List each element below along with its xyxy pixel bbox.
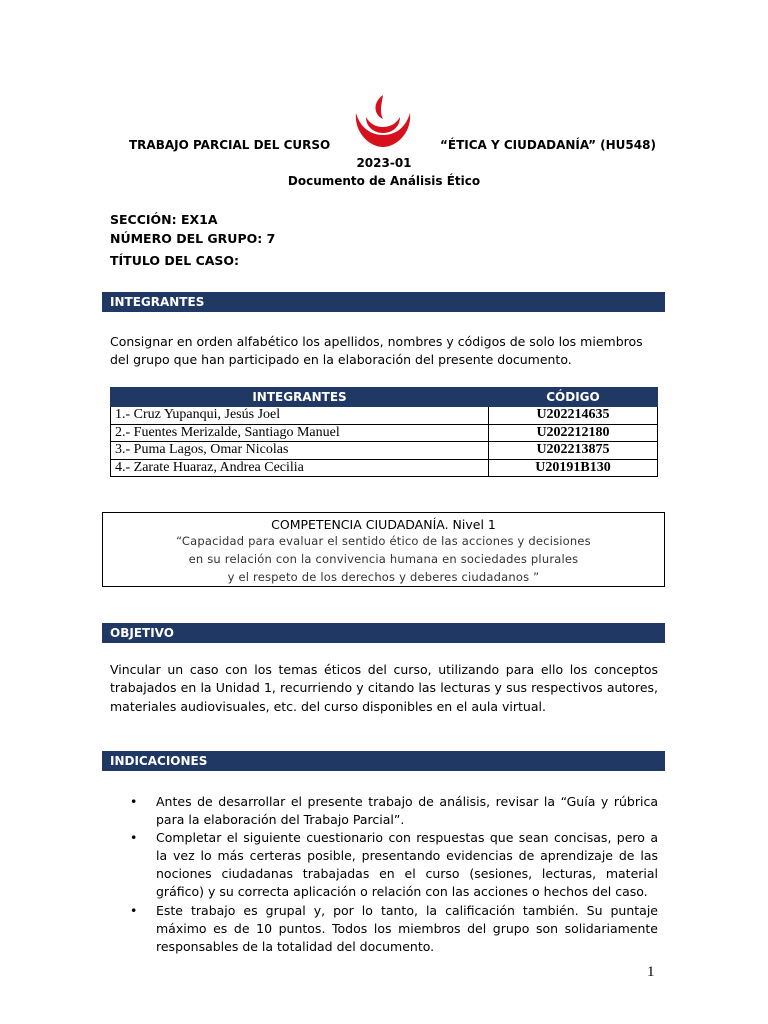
member-code: U202214635 bbox=[489, 407, 658, 425]
member-name: 3.- Puma Lagos, Omar Nicolas bbox=[111, 442, 489, 460]
list-item-text: Antes de desarrollar el presente trabajo de análisis, revisar la “Guía y rúbrica para la elaboración del Trabajo Parcial”. bbox=[156, 794, 658, 828]
members-header: INTEGRANTES bbox=[111, 388, 489, 407]
member-name: 2.- Fuentes Merizalde, Santiago Manuel bbox=[111, 424, 489, 442]
table-row bbox=[111, 442, 658, 460]
member-name: 1.- Cruz Yupanqui, Jesús Joel bbox=[111, 407, 489, 425]
bullet-icon: • bbox=[130, 794, 138, 809]
bullet-icon: • bbox=[130, 902, 138, 918]
case-title-field: TÍTULO DEL CASO: bbox=[110, 253, 240, 268]
integrantes-band: INTEGRANTES bbox=[102, 292, 665, 312]
indicaciones-band: INDICACIONES bbox=[102, 751, 665, 771]
member-code: U202212180 bbox=[489, 424, 658, 442]
code-header: CÓDIGO bbox=[489, 388, 658, 407]
term: 2023-01 bbox=[356, 156, 412, 170]
list-item bbox=[110, 902, 658, 956]
member-code: U20191B130 bbox=[489, 459, 658, 477]
competencia-line: en su relación con la convivencia humana en sociedades plurales bbox=[188, 552, 579, 566]
objetivo-band: OBJETIVO bbox=[102, 623, 665, 643]
course-name: “ÉTICA Y CIUDADANÍA” (HU548) bbox=[440, 138, 656, 152]
upc-flame-logo-icon bbox=[352, 93, 414, 149]
indicaciones-list bbox=[110, 793, 658, 956]
member-name: 4.- Zarate Huaraz, Andrea Cecilia bbox=[111, 459, 489, 477]
list-item-text: Este trabajo es grupal y, por lo tanto, la calificación también. Su puntaje máximo es de 10 puntos. Todos los miembros del grupo son solidariamente responsables de la totalidad del documento. bbox=[156, 902, 658, 954]
section-field: SECCIÓN: EX1A bbox=[110, 212, 218, 227]
list-item bbox=[110, 829, 658, 901]
list-item bbox=[110, 793, 658, 829]
integrantes-instructions: Consignar en orden alfabético los apellidos, nombres y códigos de solo los miembros del grupo que han participado en la elaboración del presente documento. bbox=[110, 334, 643, 368]
competencia-line: y el respeto de los derechos y deberes ciudadanos ” bbox=[227, 570, 540, 584]
bullet-icon: • bbox=[130, 830, 138, 846]
member-code: U202213875 bbox=[489, 442, 658, 460]
page-number: 1 bbox=[647, 964, 655, 980]
table-row bbox=[111, 424, 658, 442]
group-number-field: NÚMERO DEL GRUPO: 7 bbox=[110, 231, 276, 246]
list-item-text: Completar el siguiente cuestionario con respuestas que sean concisas, pero a la vez lo más certeras posible, presentando evidencias de aprendizaje de las nociones ciudadanas trabajadas en el curso (sesiones, lecturas, material gráfico) y su correcta aplicación o relación con las acciones o hechos del caso. bbox=[156, 830, 658, 900]
members-table bbox=[110, 387, 658, 477]
table-row bbox=[111, 459, 658, 477]
competencia-box bbox=[102, 512, 665, 587]
objetivo-text: Vincular un caso con los temas éticos del curso, utilizando para ello los conceptos trabajados en la Unidad 1, recurriendo y citando las lecturas y sus respectivos autores, materiales audiovisuales, etc. del curso disponibles en el aula virtual. bbox=[110, 662, 658, 714]
competencia-title: COMPETENCIA CIUDADANÍA. Nivel 1 bbox=[271, 517, 496, 532]
document-title: Documento de Análisis Ético bbox=[287, 174, 481, 188]
course-work-label: TRABAJO PARCIAL DEL CURSO bbox=[129, 138, 331, 152]
table-row bbox=[111, 407, 658, 425]
competencia-line: “Capacidad para evaluar el sentido ético de las acciones y decisiones bbox=[176, 534, 591, 548]
